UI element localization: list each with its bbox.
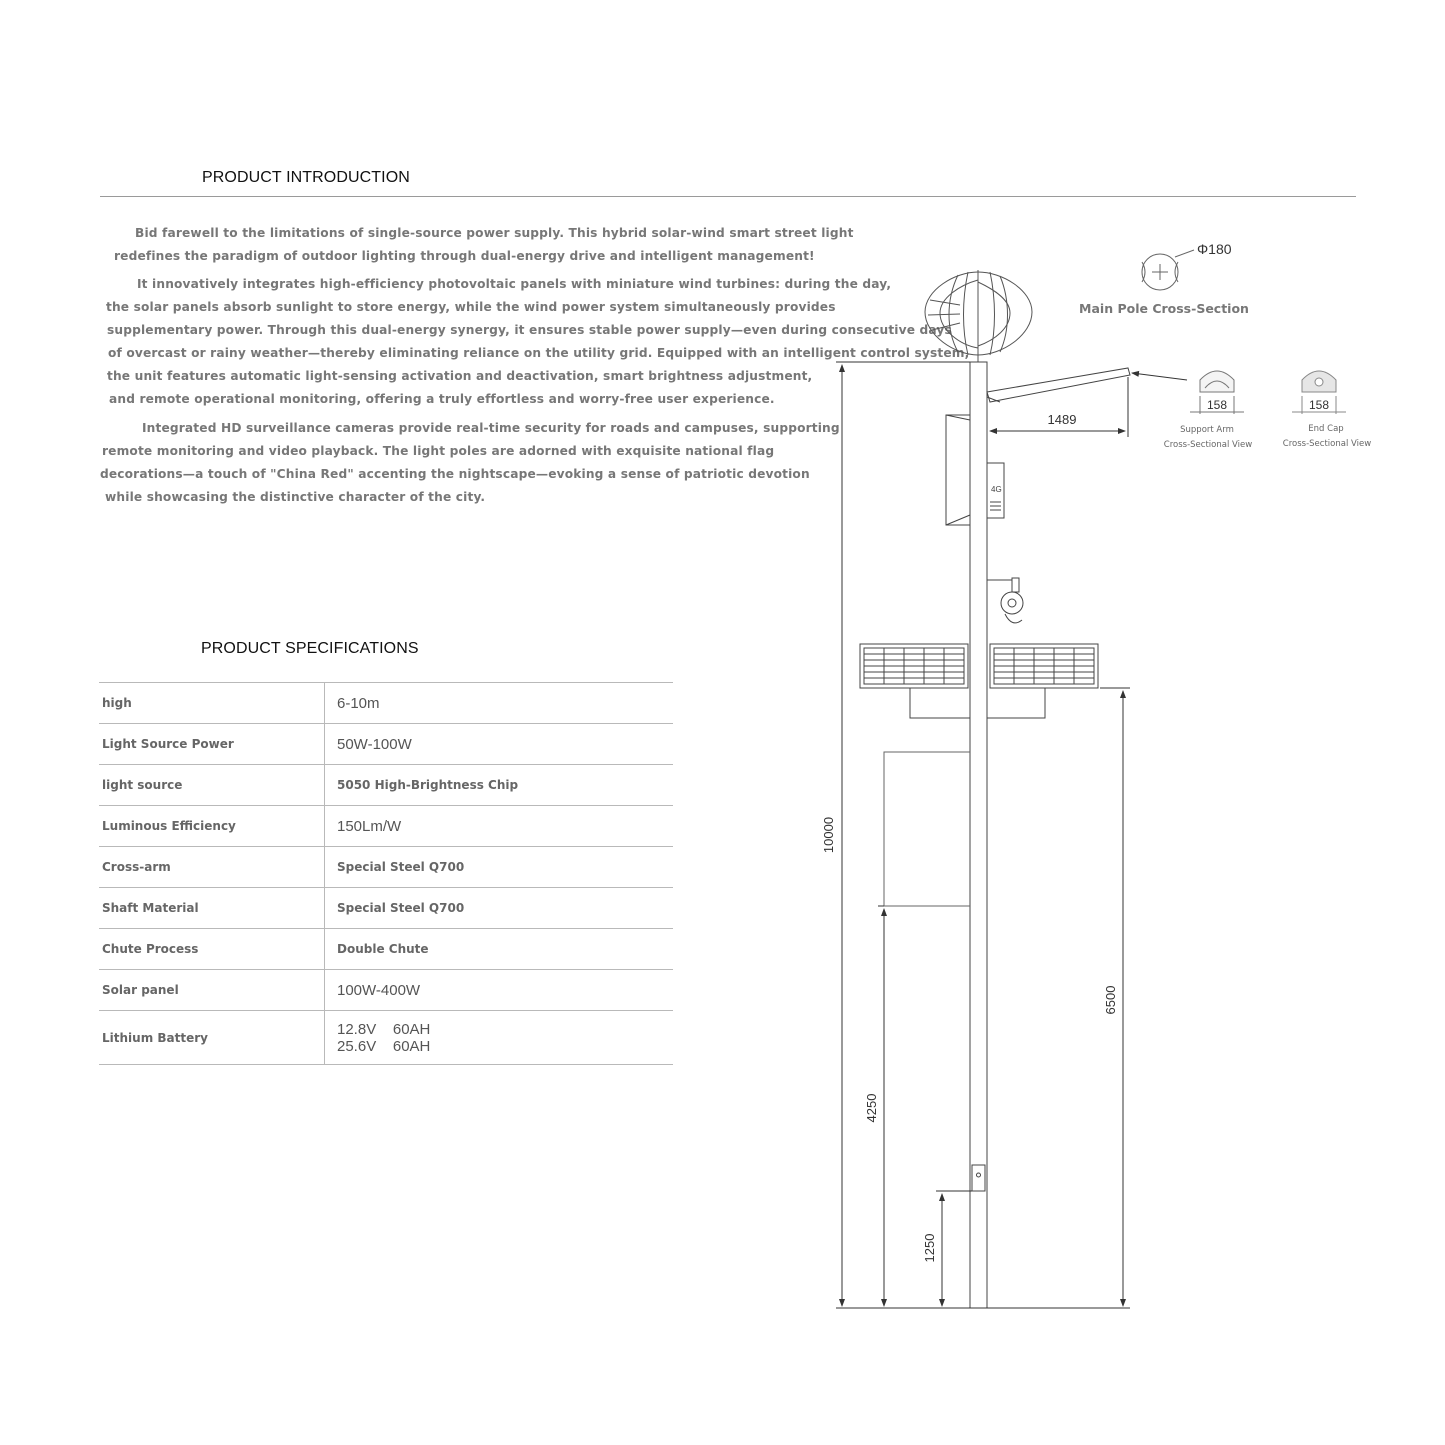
dimension-lines [836,362,1187,1308]
specs-heading: PRODUCT SPECIFICATIONS [201,640,419,657]
intro-line: the unit features automatic light-sensing activation and deactivation, smart brightness adjustment, [107,369,813,383]
pole-diameter-label: Φ180 [1197,241,1232,257]
spec-value: 6-10m [325,683,674,724]
support-arm-caption-1: Support Arm [1180,425,1234,435]
spec-value: 150Lm/W [325,806,674,847]
access-door [972,1165,985,1191]
intro-line: of overcast or rainy weather—thereby eliminating reliance on the utility grid. Equipped with an intelligent control system, [108,346,970,360]
main-pole-section [1142,250,1194,290]
intro-line: remote monitoring and video playback. The light poles are adorned with exquisite national flag [102,444,775,458]
support-arm-dim: 158 [1206,398,1228,412]
end-cap-caption-2: Cross-Sectional View [1282,439,1372,449]
spec-value: Double Chute [325,929,674,970]
spec-value: 50W-100W [325,724,674,765]
camera [987,578,1023,623]
arm-length-label: 1489 [1047,412,1077,427]
battery-value-1: 12.8V 60AH [337,1020,431,1038]
spec-label: high [99,683,325,724]
control-box [987,463,1004,518]
intro-line: supplementary power. Through this dual-energy synergy, it ensures stable power supply—even during consecutive days [107,323,952,337]
intro-line: decorations—a touch of "China Red" accenting the nightscape—evoking a sense of patriotic devotion [100,467,810,481]
spec-value: Special Steel Q700 [325,847,674,888]
spec-label: Lithium Battery [99,1011,325,1065]
spec-value: 5050 High-Brightness Chip [325,765,674,806]
spec-value: 100W-400W [325,970,674,1011]
total-height-label: 10000 [821,816,836,854]
spec-label: Chute Process [99,929,325,970]
spec-value: Special Steel Q700 [325,888,674,929]
wind-turbine [925,270,1032,362]
intro-line: while showcasing the distinctive character of the city. [105,490,486,504]
end-cap-caption-1: End Cap [1308,424,1344,434]
intro-line: Integrated HD surveillance cameras provide real-time security for roads and campuses, supporting [142,421,840,435]
intro-line: the solar panels absorb sunlight to store energy, while the wind power system simultaneously provides [106,300,836,314]
intro-line: redefines the paradigm of outdoor lighting through dual-energy drive and intelligent management! [114,249,815,263]
intro-line: It innovatively integrates high-efficiency photovoltaic panels with miniature wind turbines: during the day, [137,277,892,291]
svg-text:4G: 4G [991,485,1002,494]
spec-label: Luminous Efficiency [99,806,325,847]
spec-label: light source [99,765,325,806]
flag-height-label: 4250 [864,1093,879,1123]
support-arm-caption-2: Cross-Sectional View [1163,440,1253,450]
intro-heading: PRODUCT INTRODUCTION [202,169,410,186]
intro-line: Bid farewell to the limitations of single-source power supply. This hybrid solar-wind smart street light [135,226,854,240]
flag-banner [946,415,970,525]
flag-outline [884,752,970,906]
main-pole-caption: Main Pole Cross-Section [1079,301,1249,316]
spec-label: Solar panel [99,970,325,1011]
intro-line: and remote operational monitoring, offering a truly effortless and worry-free user experience. [109,392,775,406]
panel-height-label: 6500 [1103,985,1118,1015]
end-cap-dim: 158 [1308,398,1330,412]
lamp-arm [987,368,1130,402]
spec-label: Cross-arm [99,847,325,888]
spec-label: Shaft Material [99,888,325,929]
spec-label: Light Source Power [99,724,325,765]
door-height-label: 1250 [922,1233,937,1263]
battery-value-2: 25.6V 60AH [337,1037,431,1055]
